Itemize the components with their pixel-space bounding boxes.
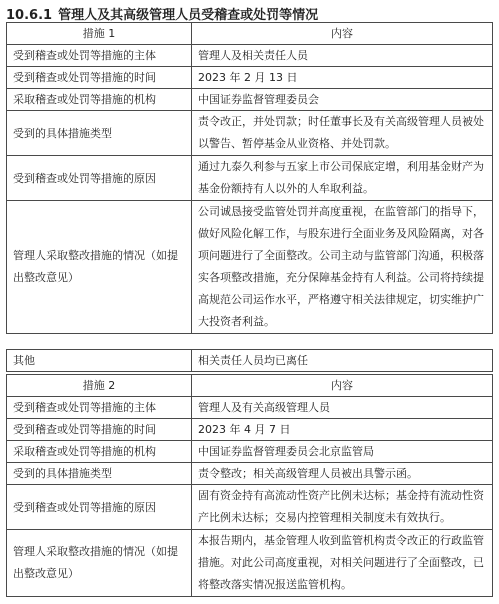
table-row [7,67,493,89]
header-content: 内容 [192,23,493,45]
table-header-row [7,23,493,45]
row-value: 本报告期内，基金管理人收到监管机构责令改正的行政监管措施。对此公司高度重视，对相关问题进行了全面整改，已将整改落实情况报送监管机构。 [192,530,493,597]
row-value: 中国证券监督管理委员会北京监管局 [192,441,493,463]
row-label: 受到稽查或处罚等措施的时间 [7,67,192,89]
table-row [7,441,493,463]
header-content: 内容 [192,375,493,397]
measure-1-table [6,22,493,334]
row-label: 受到稽查或处罚等措施的原因 [7,156,192,201]
table-row [7,89,493,111]
row-value: 2023 年 2 月 13 日 [192,67,493,89]
row-value: 2023 年 4 月 7 日 [192,419,493,441]
row-label: 受到稽查或处罚等措施的原因 [7,485,192,530]
header-measure: 措施 1 [7,23,192,45]
row-value: 责令整改；相关高级管理人员被出具警示函。 [192,463,493,485]
table-row [7,45,493,67]
row-value: 责令改正，并处罚款；时任董事长及有关高级管理人员被处以警告、暂停基金从业资格、并处罚款。 [192,111,493,156]
row-value: 中国证券监督管理委员会 [192,89,493,111]
row-value: 公司诚恳接受监管处罚并高度重视，在监管部门的指导下，做好风险化解工作，与股东进行全面业务及风险隔离，对各项问题进行了全面整改。公司主动与监管部门沟通，积极落实各项整改措施，充分保障基金持有人利益。公司将持续提高规范公司运作水平，严格遵守相关法律规定，切实维护广大投资者利益。 [192,201,493,334]
row-label: 采取稽查或处罚等措施的机构 [7,89,192,111]
row-label: 采取稽查或处罚等措施的机构 [7,441,192,463]
row-value: 通过九泰久利参与五家上市公司保底定增，利用基金财产为基金份额持有人以外的人牟取利益。 [192,156,493,201]
row-label: 受到稽查或处罚等措施的时间 [7,419,192,441]
row-label: 受到稽查或处罚等措施的主体 [7,397,192,419]
row-label: 管理人采取整改措施的情况（如提出整改意见） [7,530,192,597]
other-table [6,349,493,372]
other-label: 其他 [7,350,192,372]
table-row [7,397,493,419]
row-label: 受到稽查或处罚等措施的主体 [7,45,192,67]
other-value: 相关责任人员均已离任 [192,350,493,372]
table-row [7,111,493,156]
table-row [7,530,493,597]
section-heading [6,4,318,23]
header-measure: 措施 2 [7,375,192,397]
table-row [7,419,493,441]
section-number: 10.6.1 [6,8,53,23]
measure-2-table [6,374,493,597]
table-row [7,463,493,485]
table-row [7,350,493,372]
table-row [7,201,493,334]
row-value: 固有资金持有高流动性资产比例未达标；基金持有流动性资产比例未达标；交易内控管理相关制度未有效执行。 [192,485,493,530]
table-header-row [7,375,493,397]
row-value: 管理人及有关高级管理人员 [192,397,493,419]
table-row [7,156,493,201]
row-label: 受到的具体措施类型 [7,463,192,485]
table-row [7,485,493,530]
row-label: 管理人采取整改措施的情况（如提出整改意见） [7,201,192,334]
row-label: 受到的具体措施类型 [7,111,192,156]
section-title: 管理人及其高级管理人员受稽查或处罚等情况 [58,8,319,23]
row-value: 管理人及相关责任人员 [192,45,493,67]
